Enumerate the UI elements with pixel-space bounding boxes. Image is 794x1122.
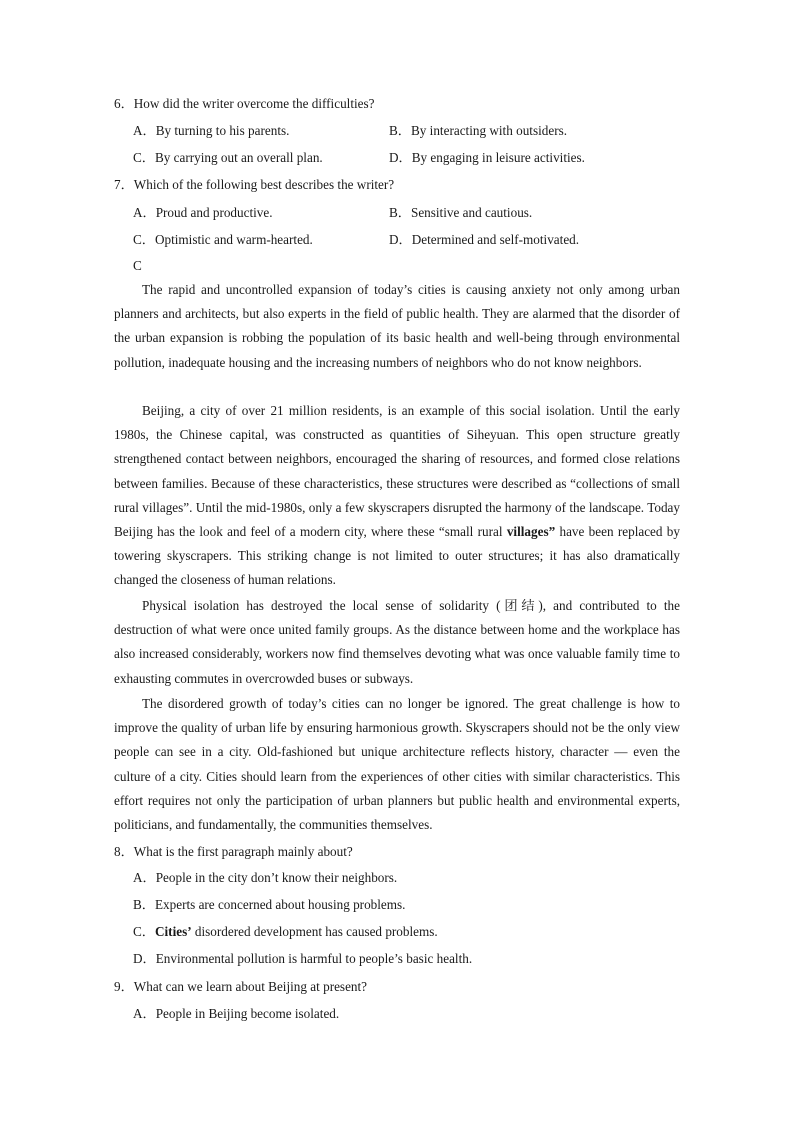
- passage-paragraph-2-part-b: have been replaced by towering skyscrapers. This striking change is not limited to outer structures; it has also dramatically changed the closeness of human relations.: [114, 524, 680, 588]
- question-6-option-d: D．By engaging in leisure activities.: [389, 150, 585, 165]
- question-7-option-b: B．Sensitive and cautious.: [389, 205, 533, 220]
- question-7-option-d: D．Determined and self-motivated.: [389, 232, 580, 247]
- passage-paragraph-4: The disordered growth of today’s cities can no longer be ignored. The great challenge is how to improve the quality of urban life by ensuring harmonious growth. Skyscrapers should not be the only view people can see in a city. Old-fashioned but unique architecture reflects history, character — even the culture of a city. Cities should learn from the experiences of other cities with similar characteristics. This effort requires not only the participation of urban planners but public health and environmental experts, politicians, and fundamentally, the communities themselves.: [114, 696, 680, 833]
- question-8-option-c: [133, 923, 438, 941]
- question-8-option-c-bold: Cities’: [154, 924, 192, 939]
- question-6-option-b: B．By interacting with outsiders.: [389, 123, 568, 138]
- question-7-option-c: C．Optimistic and warm-hearted.: [133, 232, 313, 247]
- question-8-option-d: D．Environmental pollution is harmful to people’s basic health.: [133, 951, 473, 966]
- question-7-option-a: A．Proud and productive.: [133, 205, 273, 220]
- passage-paragraph-1: The rapid and uncontrolled expansion of today’s cities is causing anxiety not only among urban planners and architects, but also experts in the field of public health. They are alarmed that the disorder of the urban expansion is robbing the population of its basic health and well-being through environmental pollution, inadequate housing and the increasing numbers of neighbors who do not know neighbors.: [114, 282, 680, 370]
- question-8-stem: 8．What is the first paragraph mainly about?: [114, 844, 353, 859]
- passage-paragraph-2-part-a: Beijing, a city of over 21 million residents, is an example of this social isolation. Until the early 1980s, the Chinese capital, was constructed as quantities of Siheyuan. This open structure greatly strengthened contact between neighbors, encouraged the sharing of resources, and formed close relations between families. Because of these characteristics, these structures were described as “collections of small rural villages”. Until the mid-1980s, only a few skyscrapers disrupted the harmony of the landscape. Today Beijing has the look and feel of a modern city, where these “small rural: [114, 403, 680, 540]
- section-label: C: [133, 258, 142, 273]
- question-8-option-a: A．People in the city don’t know their neighbors.: [133, 870, 398, 885]
- passage-paragraph-3: Physical isolation has destroyed the local sense of solidarity (团结), and contributed to the destruction of what were once united family groups. As the distance between home and the workplace has also increased considerably, workers now find themselves devoting what was once valuable family time to exhausting commutes in overcrowded buses or subways.: [114, 598, 680, 686]
- question-8-option-c-letter: C．: [133, 924, 155, 939]
- question-8-option-c-rest: disordered development has caused problems.: [191, 924, 438, 939]
- passage-paragraph-2-bold: villages”: [506, 524, 556, 540]
- passage-paragraph-2: [114, 399, 680, 593]
- question-6-option-a: A．By turning to his parents.: [133, 123, 290, 138]
- question-6-option-c: C．By carrying out an overall plan.: [133, 150, 323, 165]
- question-9-option-a: A．People in Beijing become isolated.: [133, 1006, 340, 1021]
- question-7-stem: 7．Which of the following best describes the writer?: [114, 177, 395, 192]
- question-6-stem: 6．How did the writer overcome the difficulties?: [114, 96, 375, 111]
- question-8-option-b: B．Experts are concerned about housing problems.: [133, 897, 406, 912]
- question-9-stem: 9．What can we learn about Beijing at present?: [114, 979, 368, 994]
